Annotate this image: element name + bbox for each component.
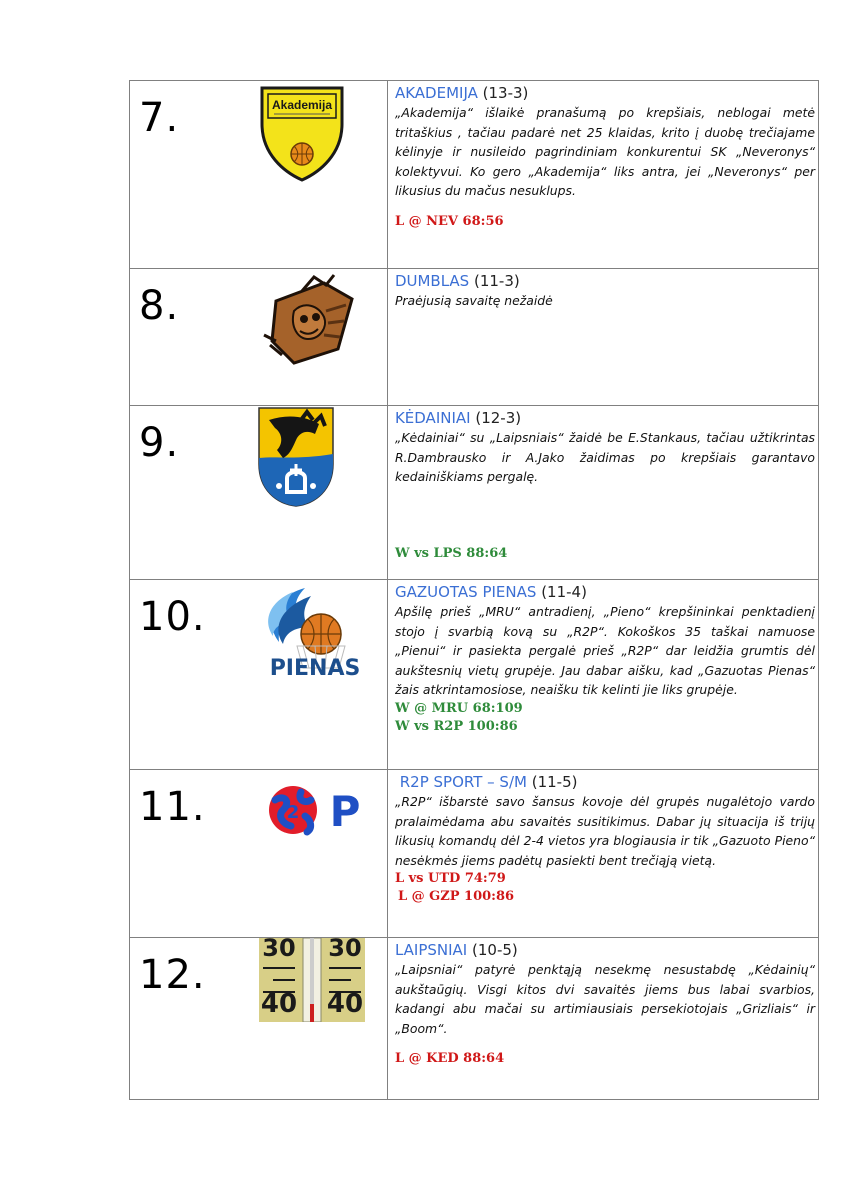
team-heading (395, 942, 815, 959)
team-info-cell (387, 269, 818, 406)
rank-number: 11. (139, 784, 206, 830)
logo-cell (247, 269, 387, 406)
logo-cell (247, 81, 387, 269)
team-record: (11-3) (473, 272, 520, 290)
kedainiai-coat-of-arms (257, 406, 335, 508)
logo-text: Akademija (272, 98, 333, 112)
logo-cell (247, 938, 387, 1100)
game-result: W vs LPS 88:64 (394, 545, 508, 561)
rank-cell (130, 580, 248, 770)
rank-cell (130, 770, 248, 938)
rank-number: 10. (139, 594, 206, 640)
team-heading (395, 273, 815, 290)
rank-cell (130, 269, 248, 406)
rank-number: 9. (139, 420, 180, 466)
team-name: DUMBLAS (394, 272, 470, 290)
table-row (130, 406, 819, 580)
logo-cell (247, 770, 387, 938)
table-row (130, 770, 819, 938)
game-result: L @ GZP 100:86 (397, 889, 515, 904)
rank-number: 8. (139, 283, 180, 329)
team-description: „R2P“ išbarstė savo šansus kovoje dėl grupės nugalėtojo vardo pralaimėdama abu savaitės susitikimus. Dabar jų situacija iš trijų likusių komandų dėl 2-4 vietos yra blogiausia ir tik „Gazuoto Pieno“ nesėkmės jiems padėtų pasiekti bent trečiąją vietą. (394, 794, 815, 868)
team-description: „Kėdainiai“ su „Laipsniais“ žaidė be E.Stankaus, tačiau užtikrintas R.Dambrausko ir A.Jako žaidimas po krepšiais garantavo kedainiškiams pergalę. (394, 430, 815, 484)
team-record: (11-4) (541, 583, 587, 601)
table-row (130, 580, 819, 770)
team-info-cell (387, 406, 818, 580)
team-info-cell (387, 81, 818, 269)
game-result: L vs UTD 74:79 (394, 871, 506, 886)
team-info-cell (387, 770, 818, 938)
logo-cell (247, 580, 387, 770)
akademija-shield-logo (258, 84, 346, 182)
logo-number: 2 (286, 802, 300, 823)
rank-cell (130, 406, 248, 580)
team-heading (395, 584, 815, 601)
team-name: KĖDAINIAI (394, 409, 471, 427)
dumblas-mud-monster-logo (254, 271, 366, 365)
rank-cell (130, 81, 248, 269)
rank-number: 7. (139, 95, 180, 141)
team-name: LAIPSNIAI (394, 941, 468, 959)
team-heading (395, 85, 815, 102)
gazuotas-pienas-basketball-logo (253, 582, 371, 680)
table-row (130, 269, 819, 406)
logo-text: 40 (261, 989, 298, 1019)
logo-text: PIENAS (269, 656, 361, 680)
power-ranking-table (129, 80, 819, 1100)
table-row (130, 938, 819, 1100)
game-result: L @ KED 88:64 (394, 1051, 505, 1066)
rank-cell (130, 938, 248, 1100)
team-description: „Akademija“ išlaikė pranašumą po krepšiais, neblogai metė tritaškius , tačiau padarė net 25 klaidas, krito į duobę trečiajame kėlinyje ir nusileido pagrindiniam konkurentui SK „Neveronys“ kolektyvui. Ko gero „Akademija“ liks antra, jei „Neveronys“ per likusius du mačus nesuklups. (394, 105, 815, 198)
game-result: L @ NEV 68:56 (394, 213, 504, 229)
team-name: R2P SPORT – S/M (399, 773, 527, 791)
game-result: W @ MRU 68:109 (394, 700, 523, 716)
team-record: (13-3) (482, 84, 529, 102)
logo-text: P (329, 787, 361, 836)
team-info-cell (387, 938, 818, 1100)
team-description: Praėjusią savaitę nežaidė (394, 293, 553, 308)
team-record: (10-5) (472, 941, 518, 959)
logo-text: 30 (328, 938, 362, 962)
logo-text: 30 (262, 938, 296, 962)
table-row (130, 81, 819, 269)
team-record: (11-5) (531, 773, 578, 791)
thermometer-logo (259, 938, 365, 1022)
team-name: AKADEMIJA (394, 84, 478, 102)
team-description: Apšilę prieš „MRU“ antradienį, „Pieno“ krepšininkai penktadienį stojo į svarbią kovą su „R2P“. Kokoškos 35 taškai namuose „Pienui“ ir pasiekta pergalė prieš „R2P“ dar leidžia grumtis dėl aukštesnių vietų grupėje. Jau dabar aišku, kad „Gazuotas Pienas“ žais atkrintamosiose, neaišku tik kelinti jie liks grupėje. (394, 604, 815, 697)
team-heading (395, 774, 815, 791)
team-heading (395, 410, 815, 427)
team-description: „Laipsniai“ patyrė penktąją nesekmę nesustabdę „Kėdainių“ aukštaūgių. Visgi kitos dvi savaitės jiems bus labai svarbios, kadangi abu mačai su artimiausiais persekiotojais „Grizliais“ ir „Boom“. (394, 962, 815, 1036)
team-info-cell (387, 580, 818, 770)
logo-text: 40 (327, 989, 364, 1019)
team-record: (12-3) (475, 409, 522, 427)
game-result: W vs R2P 100:86 (394, 718, 518, 734)
rank-number: 12. (139, 952, 206, 998)
r2p-globe-logo (261, 780, 371, 844)
team-name: GAZUOTAS PIENAS (394, 583, 537, 601)
logo-cell (247, 406, 387, 580)
